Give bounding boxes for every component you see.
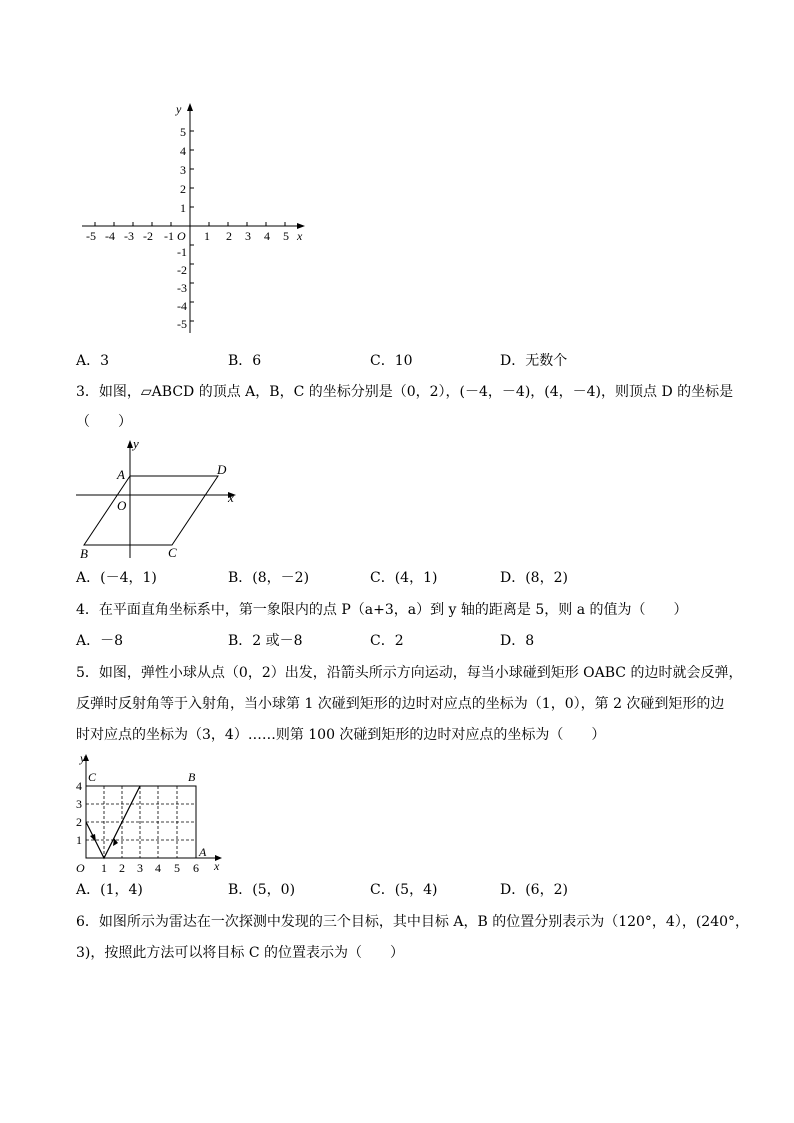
q2-option-d[interactable]: D．无数个 [500, 353, 568, 369]
q2-option-c[interactable]: C．10 [370, 353, 413, 369]
vertex-d-label: D [217, 462, 227, 477]
x-tick-label: -2 [143, 229, 153, 243]
q6-stem-line: 6．如图所示为雷达在一次探测中发现的三个目标，其中目标 A，B 的位置分别表示为（120°，4），(240°， [76, 914, 750, 930]
x-tick-label: -4 [105, 229, 115, 243]
x-tick-label: 6 [193, 861, 199, 875]
q4-option-c[interactable]: C．2 [370, 633, 404, 649]
q3-option-c[interactable]: C．(4，1) [370, 570, 438, 586]
x-tick-label: 4 [264, 229, 270, 243]
x-tick-label: 2 [119, 861, 125, 875]
corner-c-label: C [88, 770, 97, 784]
q5-option-d[interactable]: D．(6，2) [500, 882, 568, 898]
q5-option-a[interactable]: A．(1，4) [76, 882, 143, 898]
q4-option-a[interactable]: A．－8 [76, 633, 124, 649]
vertex-c-label: C [168, 545, 177, 560]
y-tick-label: 1 [180, 201, 186, 215]
q6-stem-line: 3)，按照此方法可以将目标 C 的位置表示为（ ） [76, 945, 404, 961]
x-axis-label: x [228, 490, 234, 505]
x-tick-label: 1 [204, 229, 210, 243]
x-tick-label: 4 [155, 861, 161, 875]
parallelogram-figure [74, 435, 244, 565]
corner-b-label: B [188, 770, 196, 784]
x-tick-label: -3 [124, 229, 134, 243]
corner-a-label: A [199, 845, 207, 859]
q4-option-d[interactable]: D．8 [500, 633, 535, 649]
origin-label: O [117, 498, 127, 513]
vertex-a-label: A [117, 467, 125, 482]
y-axis-label: y [133, 436, 139, 451]
q3-option-b[interactable]: B．(8，－2) [228, 570, 310, 586]
y-tick-label: 5 [180, 125, 186, 139]
x-tick-label: -1 [164, 229, 174, 243]
y-tick-label: -5 [177, 317, 187, 331]
y-axis-label: y [176, 102, 182, 116]
q3-stem-line: 3．如图，▱ABCD 的顶点 A，B，C 的坐标分别是（0，2），(－4，－4)，(4，－4)，则顶点 D 的坐标是 [76, 384, 734, 400]
x-tick-label: 1 [101, 861, 107, 875]
y-axis-label: y [80, 751, 86, 765]
x-tick-label: 2 [226, 229, 232, 243]
q2-option-a[interactable]: A．3 [76, 353, 110, 369]
x-tick-label: 5 [174, 861, 180, 875]
q5-option-b[interactable]: B．(5，0) [228, 882, 296, 898]
q5-option-c[interactable]: C．(5，4) [370, 882, 438, 898]
y-tick-label: -4 [177, 299, 187, 313]
q4-stem-line: 4．在平面直角坐标系中，第一象限内的点 P（a+3，a）到 y 轴的距离是 5，则 a 的值为（ ） [76, 602, 688, 618]
q5-stem-line: 5．如图，弹性小球从点（0，2）出发，沿箭头所示方向运动，每当小球碰到矩形 OABC 的边时就会反弹， [76, 665, 743, 681]
y-tick-label: 4 [76, 779, 82, 793]
coordinate-grid-figure [75, 100, 315, 340]
y-tick-label: -2 [177, 263, 187, 277]
y-tick-label: -3 [177, 281, 187, 295]
y-tick-label: 4 [180, 144, 186, 158]
y-tick-label: 2 [76, 815, 82, 829]
q2-option-b[interactable]: B．6 [228, 353, 262, 369]
y-tick-label: 1 [76, 833, 82, 847]
vertex-b-label: B [80, 546, 88, 561]
q3-option-d[interactable]: D．(8，2) [500, 570, 568, 586]
origin-label: O [177, 229, 186, 243]
rectangle-bounce-figure [72, 750, 227, 875]
x-tick-label: -5 [86, 229, 96, 243]
q3-stem-line: （ ） [76, 414, 132, 430]
x-axis-label: x [297, 229, 303, 243]
y-tick-label: -1 [177, 245, 187, 259]
q5-stem-line: 反弹时反射角等于入射角，当小球第 1 次碰到矩形的边时对应点的坐标为（1，0），第 2 次碰到矩形的边 [76, 696, 725, 712]
x-tick-label: 3 [137, 861, 143, 875]
q3-option-a[interactable]: A．(－4，1) [76, 570, 157, 586]
x-axis-label: x [214, 859, 220, 873]
q5-stem-line: 时对应点的坐标为（3，4）……则第 100 次碰到矩形的边时对应点的坐标为（ ） [76, 727, 606, 743]
y-tick-label: 2 [180, 182, 186, 196]
q4-option-b[interactable]: B．2 或－8 [228, 633, 303, 649]
y-tick-label: 3 [76, 797, 82, 811]
x-tick-label: 5 [283, 229, 289, 243]
x-tick-label: 3 [245, 229, 251, 243]
y-tick-label: 3 [180, 163, 186, 177]
origin-label: O [76, 861, 85, 875]
